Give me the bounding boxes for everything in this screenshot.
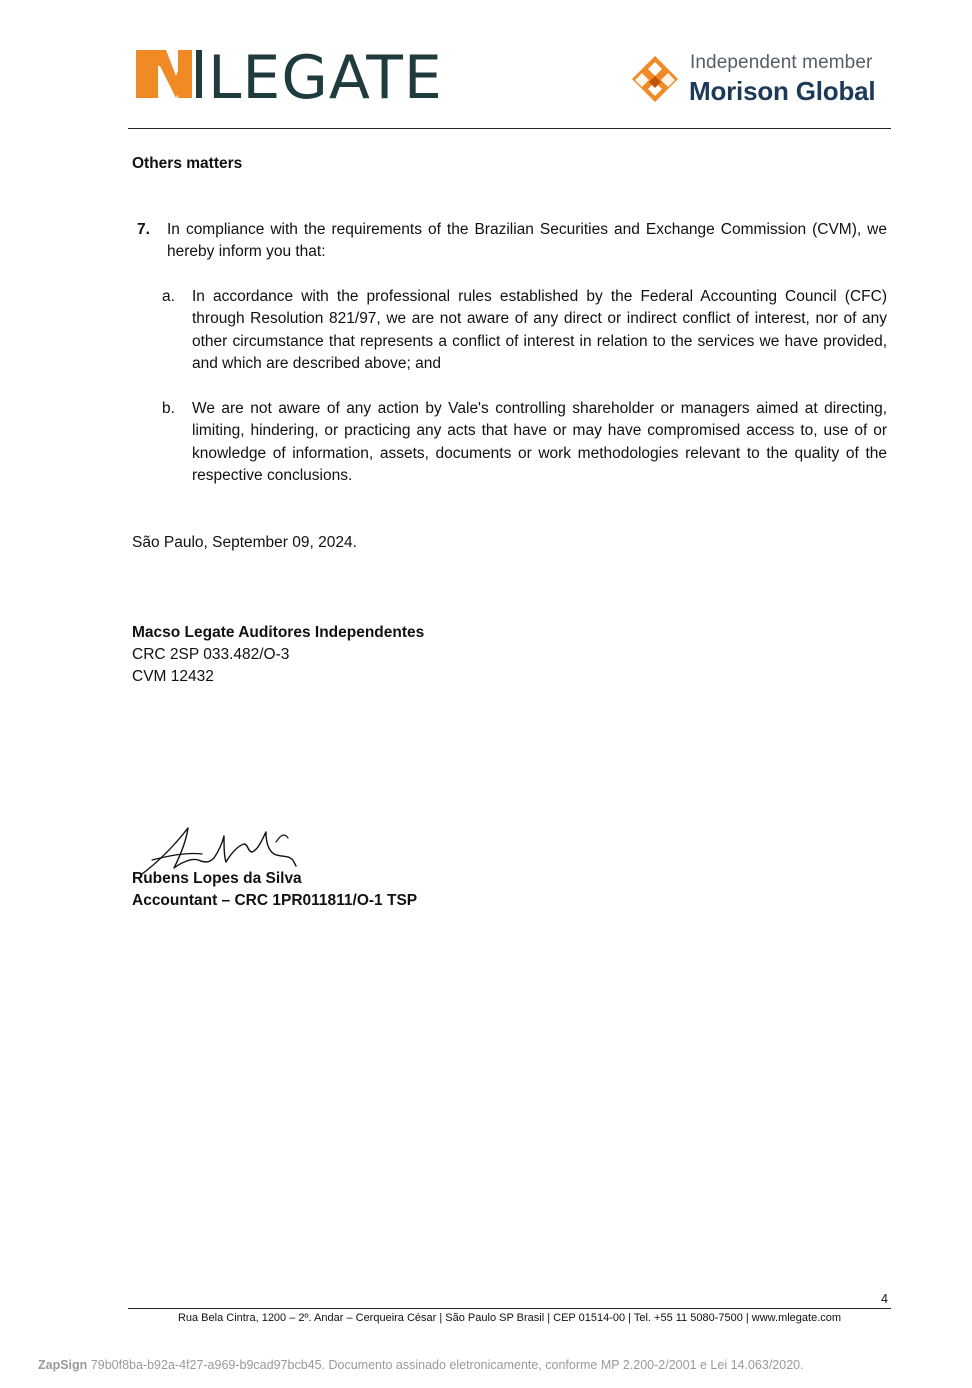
mlegate-logo: [136, 46, 461, 102]
zapsign-brand: ZapSign: [38, 1358, 88, 1372]
date-line: São Paulo, September 09, 2024.: [132, 534, 357, 551]
footer-address: Rua Bela Cintra, 1200 – 2º. Andar – Cerqueira César | São Paulo SP Brasil | CEP 01514-00 | Tel. +55 11 5080-7500 | www.mlegate.com: [177, 1312, 842, 1324]
firm-cvm: CVM 12432: [132, 668, 214, 685]
sub-item-text-a: In accordance with the professional rules established by the Federal Accounting Council (CFC) through Resolution 821/97, we are not aware of any direct or indirect conflict of interest, nor of any other circumstance that represents a conflict of interest in relation to the services we have provided, and which are described above; and: [192, 288, 887, 373]
section-heading: Others matters: [132, 155, 243, 172]
sub-item-letter-b: b.: [162, 400, 175, 417]
morison-diamond-icon: [632, 56, 678, 102]
item-text: In compliance with the requirements of the Brazilian Securities and Exchange Commission (CVM), we hereby inform you that:: [167, 221, 887, 261]
firm-crc: CRC 2SP 033.482/O-3: [132, 646, 290, 663]
signer-name: Rubens Lopes da Silva: [132, 870, 302, 887]
signer-role: Accountant – CRC 1PR011811/O-1 TSP: [132, 892, 418, 909]
zapsign-text: 79b0f8ba-b92a-4f27-a969-b9cad97bcb45. Documento assinado eletronicamente, conforme MP 2.200-2/2001 e Lei 14.063/2020.: [90, 1358, 804, 1372]
svg-text:LEGATE: LEGATE: [208, 46, 443, 102]
zapsign-stamp: [38, 1358, 804, 1372]
footer-divider: [128, 1308, 891, 1309]
sub-item-letter-a: a.: [162, 288, 175, 305]
independent-member-label: Independent member: [690, 52, 873, 73]
morison-global-logo: [632, 52, 892, 106]
item-number: 7.: [137, 221, 150, 238]
sub-item-text-b: We are not aware of any action by Vale's controlling shareholder or managers aimed at directing, limiting, hindering, or practicing any acts that have or may have compromised access to, use of or knowledge of information, assets, documents or work methodologies relevant to the quality of the respective conclusions.: [192, 400, 887, 485]
header-divider: [128, 128, 891, 129]
network-name: Morison Global: [689, 76, 876, 106]
firm-name: Macso Legate Auditores Independentes: [132, 624, 425, 641]
page-number: 4: [881, 1292, 888, 1306]
